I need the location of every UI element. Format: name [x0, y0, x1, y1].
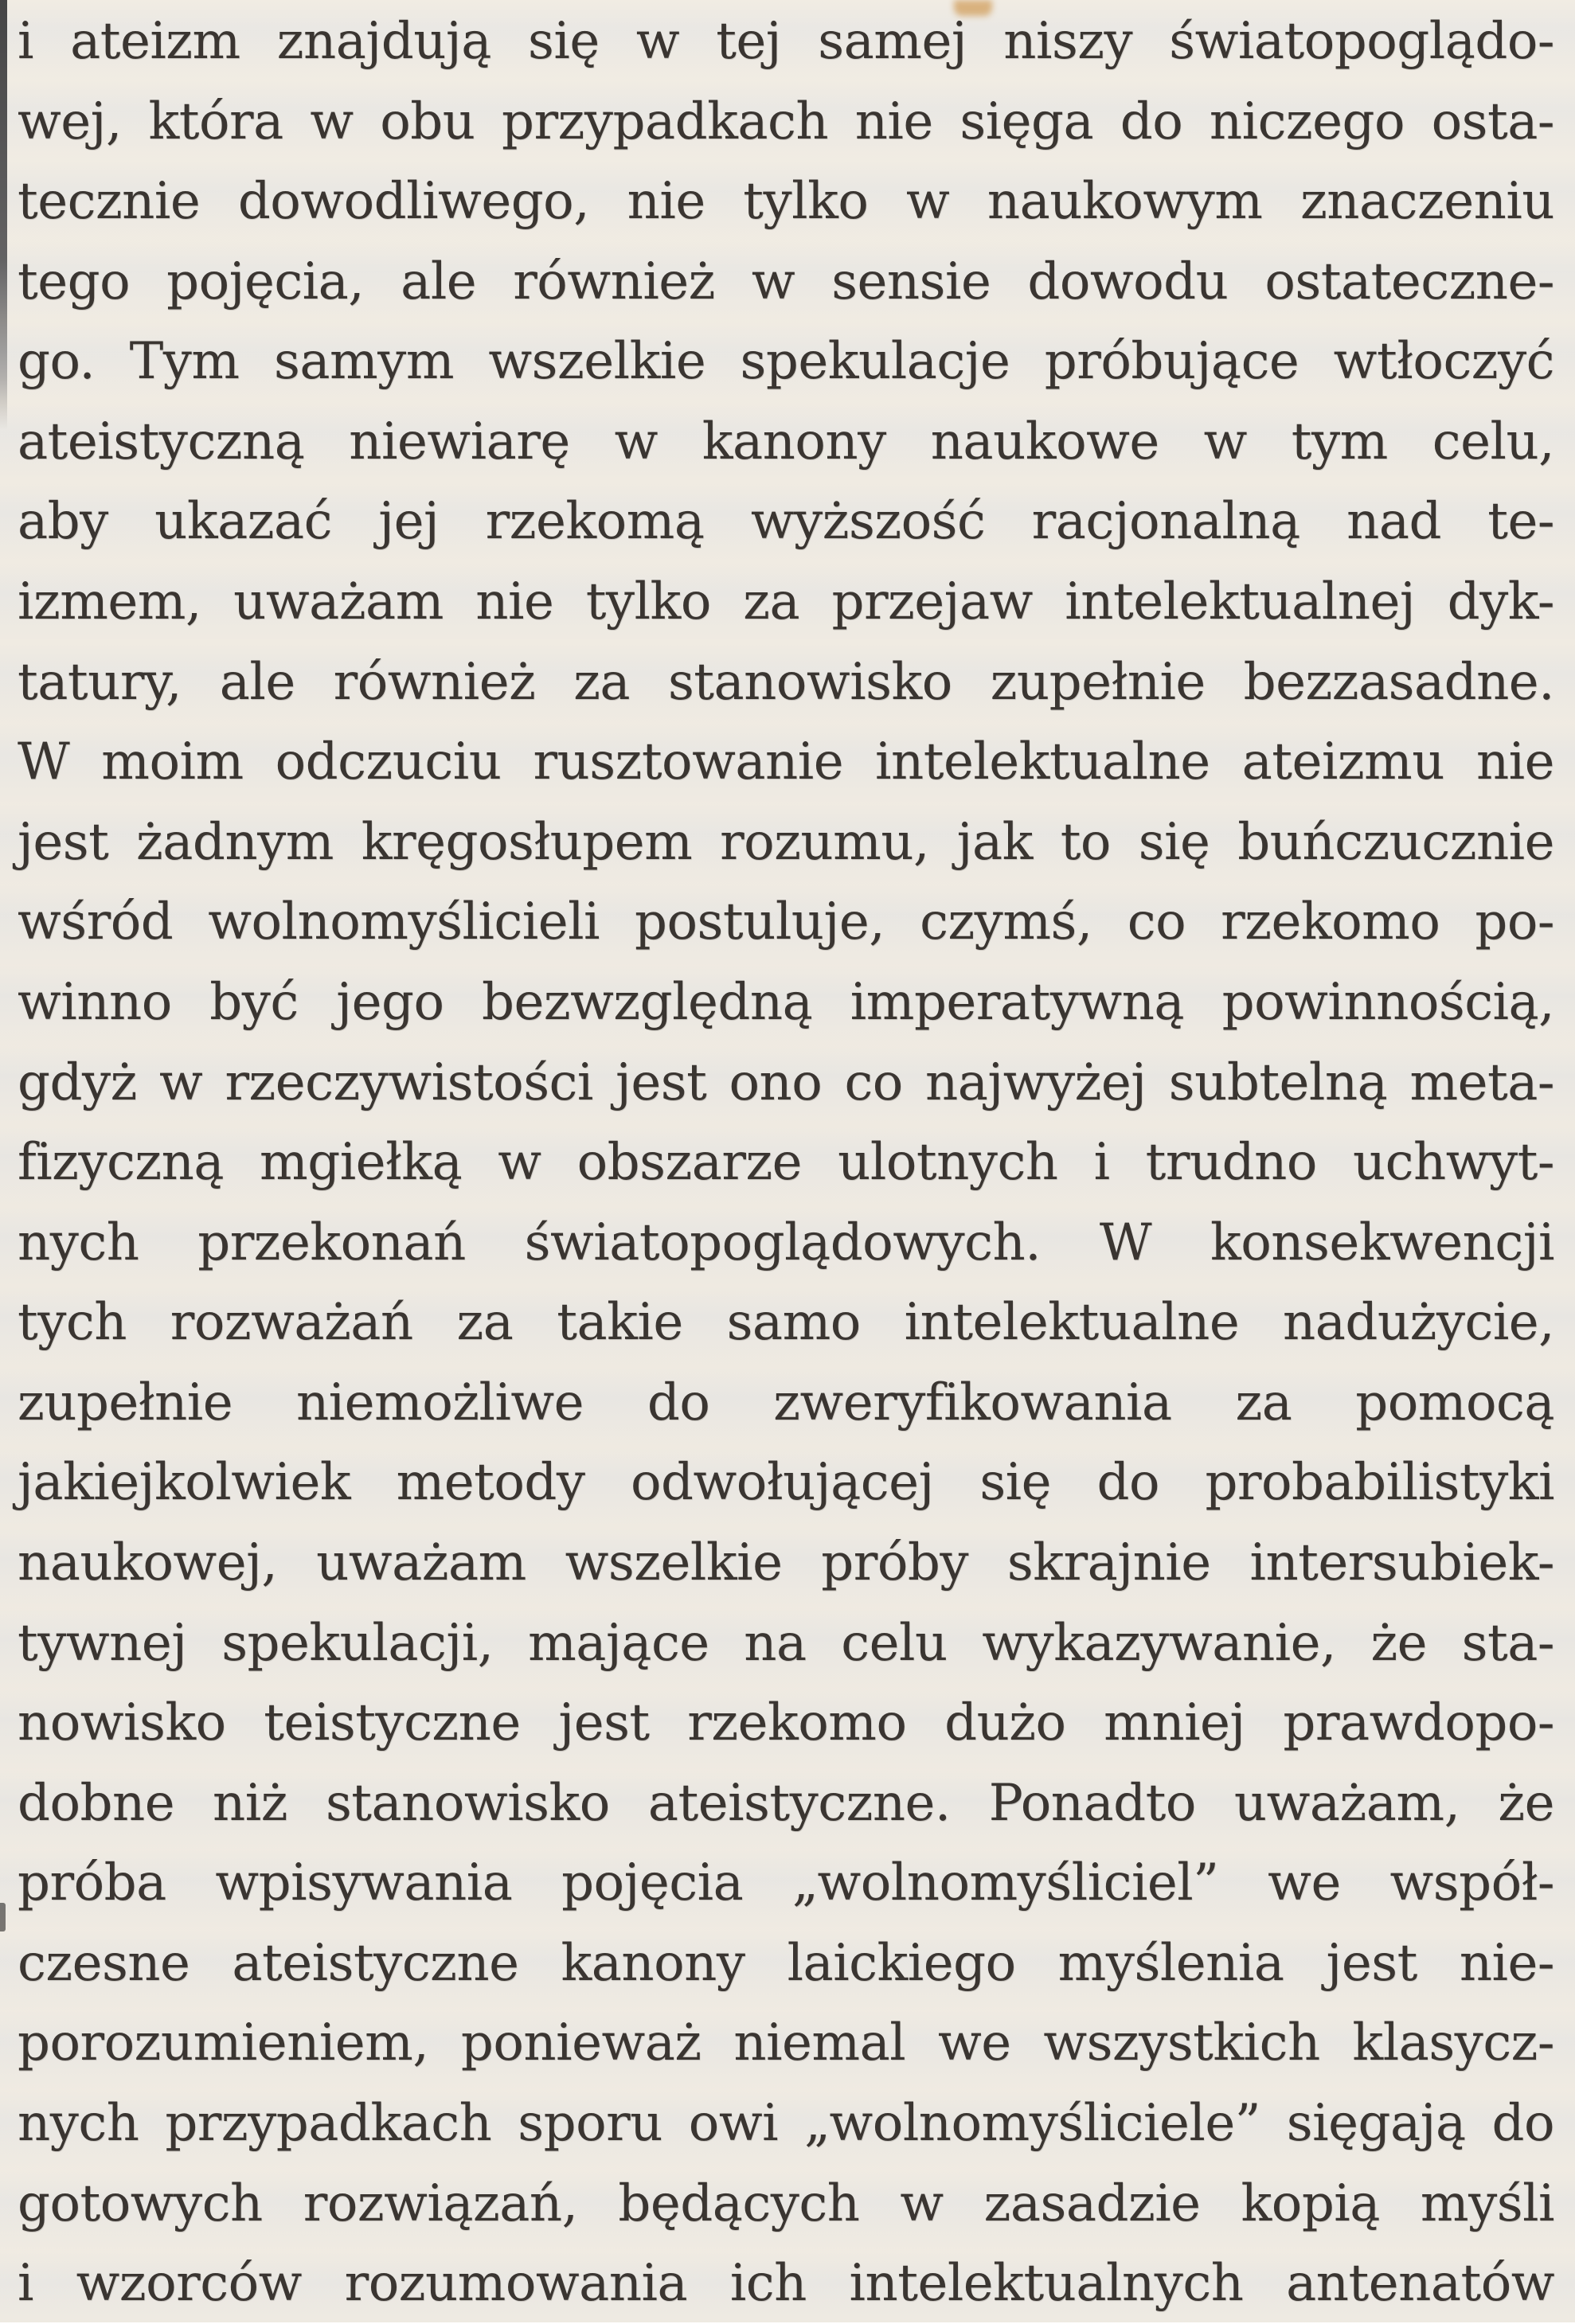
text-line: czesne ateistyczne kanony laickiego myślenia jest nie- [18, 1933, 1554, 1993]
text-line: nych przekonań światopoglądowych. W konsekwencji [18, 1213, 1554, 1272]
text-line: zupełnie niemożliwe do zweryfikowania za pomocą [18, 1373, 1554, 1432]
text-line: nych przypadkach sporu owi „wolnomyśliciele” sięgają do [18, 2094, 1554, 2154]
text-line: tatury, ale również za stanowisko zupełnie bezzasadne. [18, 652, 1554, 712]
text-line: porozumieniem, ponieważ niemal we wszystkich klasycz- [18, 2013, 1554, 2073]
text-line: gdyż w rzeczywistości jest ono co najwyżej subtelną meta- [18, 1053, 1554, 1112]
text-line: jakiejkolwiek metody odwołującej się do probabilistyki [18, 1453, 1554, 1513]
text-line: tecznie dowodliwego, nie tylko w naukowym znaczeniu [18, 172, 1554, 232]
text-line: dobne niż stanowisko ateistyczne. Ponadto uważam, że [18, 1773, 1554, 1833]
text-line: naukowej, uważam wszelkie próby skrajnie intersubiek- [18, 1533, 1554, 1592]
text-line: ateistyczną niewiarę w kanony naukowe w tym celu, [18, 412, 1554, 471]
text-line: nowisko teistyczne jest rzekomo dużo mniej prawdopo- [18, 1693, 1554, 1753]
text-line: próba wpisywania pojęcia „wolnomyśliciel” we współ- [18, 1853, 1554, 1913]
text-line: tych rozważań za takie samo intelektualne nadużycie, [18, 1293, 1554, 1353]
text-line: W moim odczuciu rusztowanie intelektualne ateizmu nie [18, 732, 1554, 792]
text-line: tywnej spekulacji, mające na celu wykazywanie, że sta- [18, 1613, 1554, 1673]
text-line: i ateizm znajdują się w tej samej niszy światopoglądo- [18, 12, 1554, 71]
text-line: wej, która w obu przypadkach nie sięga do niczego osta- [18, 92, 1554, 151]
text-line: winno być jego bezwzględną imperatywną powinnością, [18, 972, 1554, 1032]
paragraph-text-block [0, 2, 1575, 2324]
text-line: wśród wolnomyślicieli postuluje, czymś, co rzekomo po- [18, 892, 1554, 952]
text-line: tego pojęcia, ale również w sensie dowodu ostateczne- [18, 252, 1554, 311]
text-line: go. Tym samym wszelkie spekulacje próbujące wtłoczyć [18, 332, 1554, 392]
text-line: izmem, uważam nie tylko za przejaw intelektualnej dyk- [18, 572, 1554, 632]
text-line: i wzorców rozumowania ich intelektualnych antenatów [18, 2254, 1554, 2314]
text-line: fizyczną mgiełką w obszarze ulotnych i trudno uchwyt- [18, 1133, 1554, 1193]
text-line: aby ukazać jej rzekomą wyższość racjonalną nad te- [18, 492, 1554, 552]
text-line: gotowych rozwiązań, będących w zasadzie kopią myśli [18, 2174, 1554, 2233]
text-line: jest żadnym kręgosłupem rozumu, jak to się buńczucznie [18, 812, 1554, 872]
